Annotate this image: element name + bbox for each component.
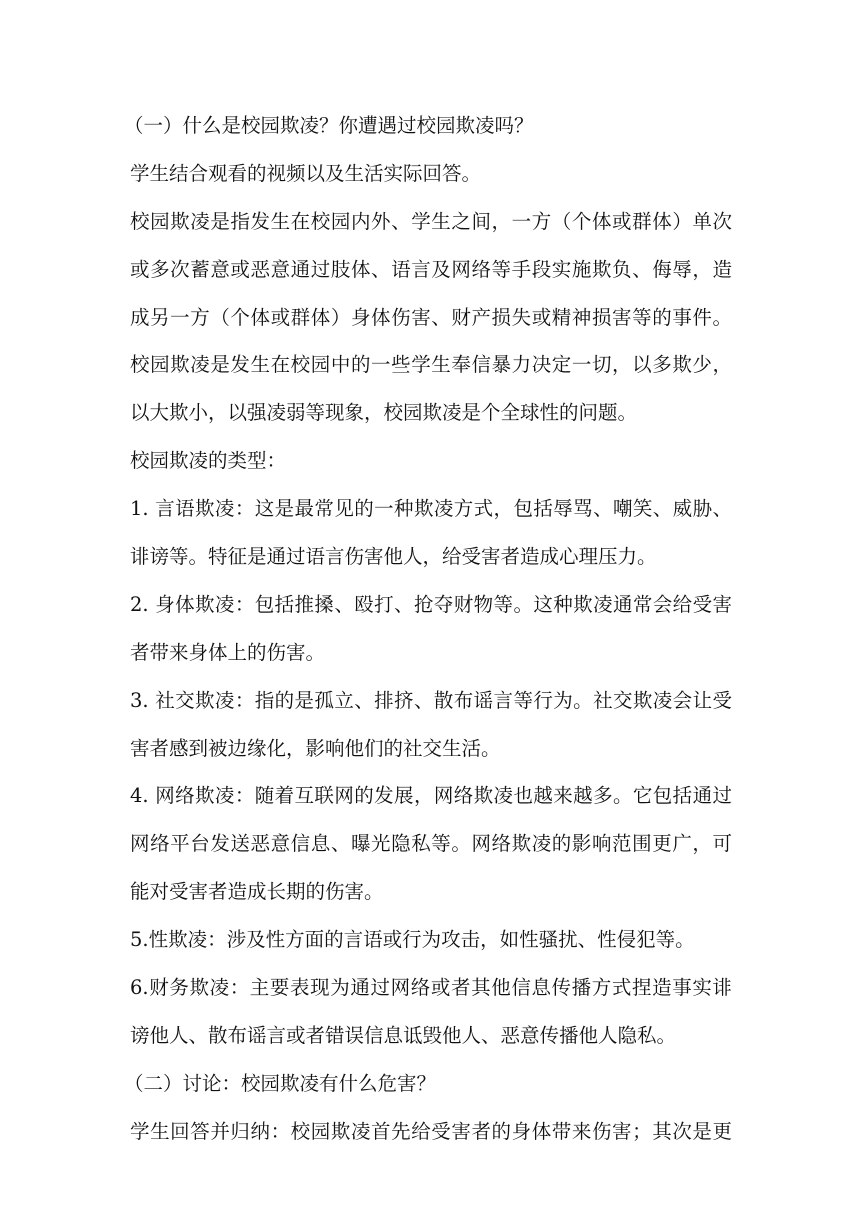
- paragraph-line: 学生结合观看的视频以及生活实际回答。: [130, 161, 482, 185]
- paragraph-line: 成另一方（个体或群体）身体伤害、财产损失或精神损害等的事件。: [130, 305, 732, 329]
- list-item-1-line: 1. 言语欺凌：这是最常见的一种欺凌方式，包括辱骂、嘲笑、威胁、: [130, 497, 732, 521]
- paragraph-line: 校园欺凌是发生在校园中的一些学生奉信暴力决定一切，以多欺少，: [130, 353, 732, 377]
- list-item-2-line: 2. 身体欺凌：包括推搡、殴打、抢夺财物等。这种欺凌通常会给受害: [130, 592, 732, 616]
- list-item-2-line: 者带来身体上的伤害。: [130, 640, 326, 664]
- subheading-types: 校园欺凌的类型：: [130, 449, 287, 473]
- paragraph-line: 以大欺小，以强凌弱等现象，校园欺凌是个全球性的问题。: [130, 401, 638, 425]
- list-item-6-line: 6.财务欺凌：主要表现为通过网络或者其他信息传播方式捏造事实诽: [130, 976, 732, 1000]
- list-item-3-line: 3. 社交欺凌：指的是孤立、排挤、散布谣言等行为。社交欺凌会让受: [130, 688, 732, 712]
- list-item-4-line: 4. 网络欺凌：随着互联网的发展，网络欺凌也越来越多。它包括通过: [130, 784, 732, 808]
- paragraph-line: 学生回答并归纳：校园欺凌首先给受害者的身体带来伤害；其次是更: [130, 1119, 732, 1143]
- list-item-1-line: 诽谤等。特征是通过语言伤害他人，给受害者造成心理压力。: [130, 545, 657, 569]
- list-item-6-line: 谤他人、散布谣言或者错误信息诋毁他人、恶意传播他人隐私。: [130, 1023, 677, 1047]
- list-item-5-line: 5.性欺凌：涉及性方面的言语或行为攻击，如性骚扰、性侵犯等。: [130, 928, 695, 952]
- paragraph-line: 或多次蓄意或恶意通过肢体、语言及网络等手段实施欺负、侮辱，造: [130, 257, 732, 281]
- paragraph-line: 校园欺凌是指发生在校园内外、学生之间，一方（个体或群体）单次: [130, 209, 732, 233]
- list-item-4-line: 能对受害者造成长期的伤害。: [130, 880, 384, 904]
- list-item-3-line: 害者感到被边缘化，影响他们的社交生活。: [130, 736, 501, 760]
- section-heading-1: （一）什么是校园欺凌？你遭遇过校园欺凌吗？: [124, 114, 534, 137]
- section-heading-2: （二）讨论：校园欺凌有什么危害？: [124, 1071, 437, 1095]
- document-page: [124, 102, 732, 1156]
- list-item-4-line: 网络平台发送恶意信息、曝光隐私等。网络欺凌的影响范围更广，可: [130, 832, 732, 856]
